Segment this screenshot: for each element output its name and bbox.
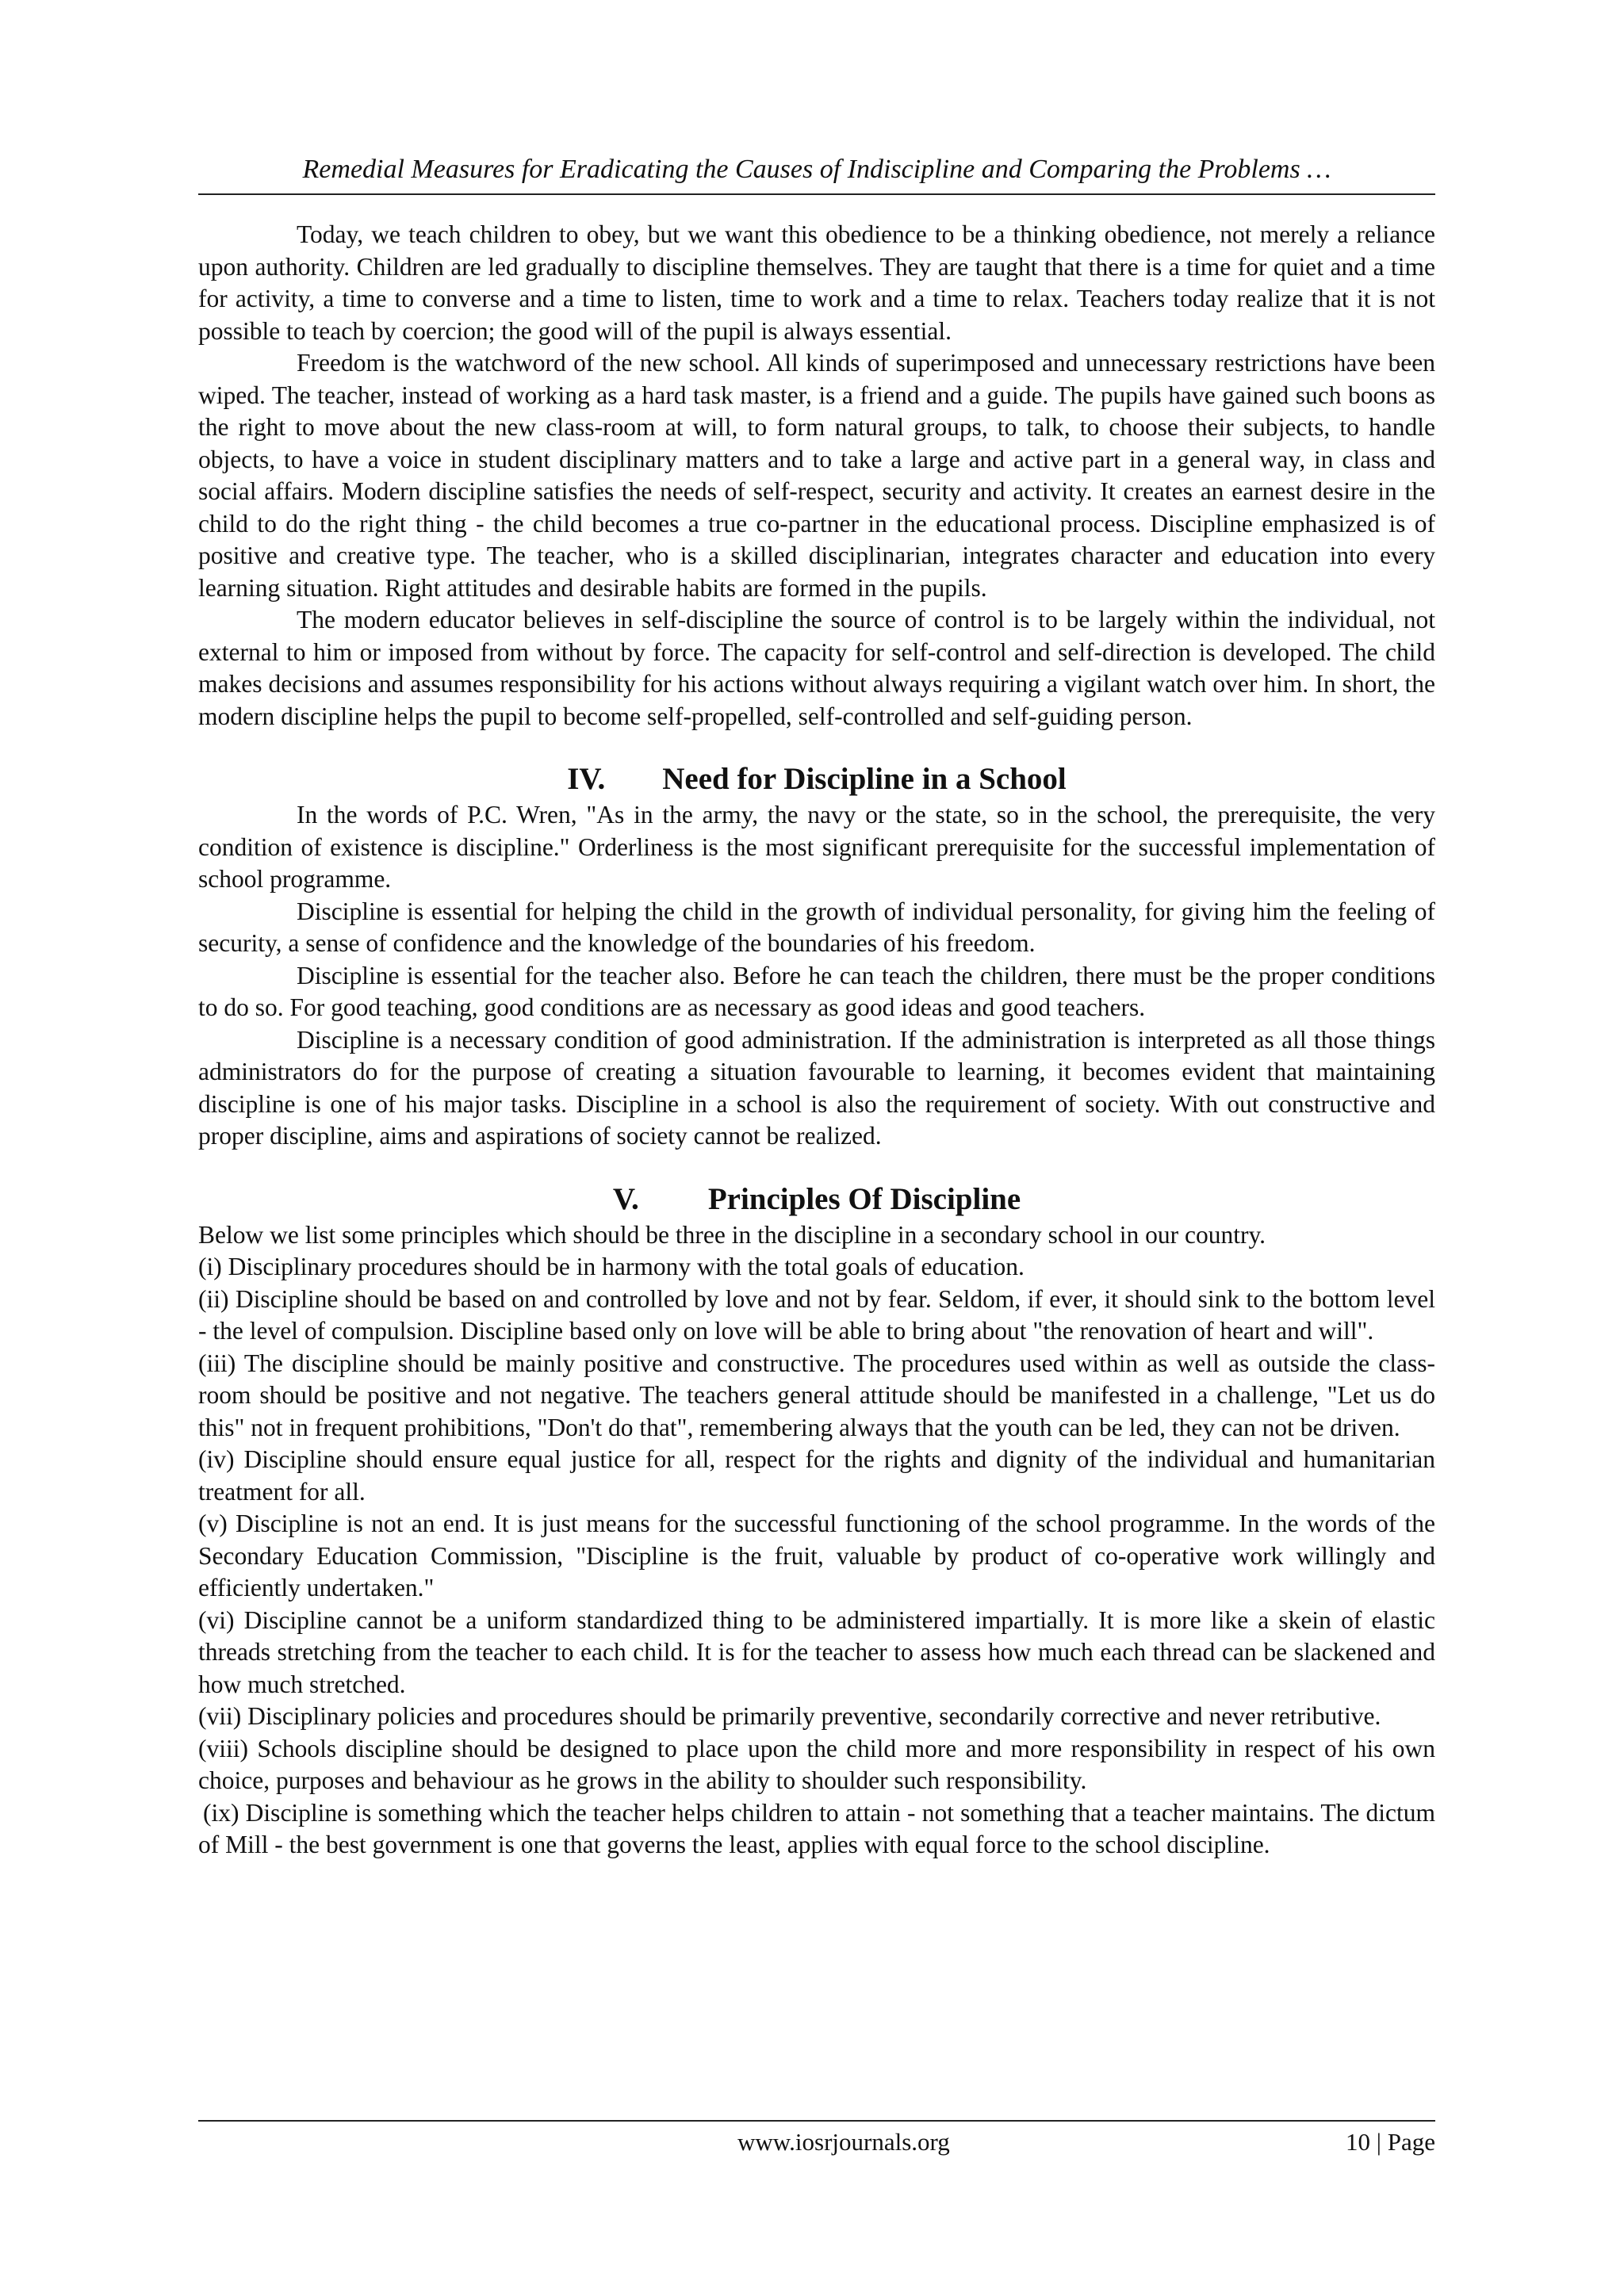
principle-item: (i) Disciplinary procedures should be in harmony with the total goals of education. bbox=[198, 1253, 1025, 1280]
section-iv-title: Need for Discipline in a School bbox=[662, 762, 1067, 796]
section-v-title: Principles Of Discipline bbox=[707, 1181, 1021, 1216]
principle-item: (ix) Discipline is something which the teacher helps children to attain - not something that a teacher maintains. The dictum of Mill - the best government is one that governs the least, applies with equal force to the school discipline. bbox=[198, 1798, 1435, 1858]
principle-item: (v) Discipline is not an end. It is just means for the successful functioning of the school programme. In the words of the Secondary Education Commission, "Discipline is the fruit, valuable by product of co-operative work willingly and efficiently undertaken." bbox=[198, 1510, 1435, 1601]
page-number: 10 | Page bbox=[1346, 2128, 1435, 2156]
header-divider bbox=[198, 193, 1435, 195]
footer-divider bbox=[198, 2120, 1435, 2122]
running-header: Remedial Measures for Eradicating the Causes of Indiscipline and Comparing the Problems … bbox=[302, 155, 1331, 184]
principle-item: (vi) Discipline cannot be a uniform standardized thing to be administered impartially. It is more like a skein of elastic threads stretching from the teacher to each child. It is for the teacher to assess how much each thread can be slackened and how much stretched. bbox=[198, 1605, 1435, 1698]
intro-paragraph-1: Today, we teach children to obey, but we want this obedience to be a thinking obedience, not merely a reliance upon authority. Children are led gradually to discipline themselves. They are taught that there is a time for quiet and a time for activity, a time to converse and a time to listen, time to work and a time to relax. Teachers today realize that it is not possible to teach by coercion; the good will of the pupil is always essential. bbox=[198, 220, 1435, 345]
section-v-number: V. bbox=[612, 1181, 639, 1216]
principle-item: (ii) Discipline should be based on and controlled by love and not by fear. Seldom, if ever, it should sink to the bottom level - the level of compulsion. Discipline based only on love will be able to bring about "the renovation of heart and will". bbox=[198, 1284, 1435, 1345]
body-content bbox=[198, 219, 1435, 1862]
section-iv-paragraph-4: Discipline is a necessary condition of good administration. If the administration is interpreted as all those things administrators do for the purpose of creating a situation favourable to learning, it becomes evident that maintaining discipline is one of his major tasks. Discipline in a school is also the requirement of society. With out constructive and proper discipline, aims and aspirations of society cannot be realized. bbox=[198, 1025, 1435, 1150]
section-iv-paragraph-3: Discipline is essential for the teacher also. Before he can teach the children, there must be the proper conditions to do so. For good teaching, good conditions are as necessary as good ideas and good teachers. bbox=[198, 961, 1435, 1021]
section-iv-paragraph-1: In the words of P.C. Wren, "As in the army, the navy or the state, so in the school, the prerequisite, the very condition of existence is discipline." Orderliness is the most significant prerequisite for the successful implementation of school programme. bbox=[198, 801, 1435, 893]
section-v-intro: Below we list some principles which should be three in the discipline in a secondary school in our country. bbox=[198, 1220, 1266, 1249]
section-v-heading bbox=[198, 1180, 1435, 1219]
principle-item: (viii) Schools discipline should be designed to place upon the child more and more responsibility in respect of his own choice, purposes and behaviour as he grows in the ability to shoulder such responsibility. bbox=[198, 1734, 1435, 1794]
principle-item: (iii) The discipline should be mainly positive and constructive. The procedures used within as well as outside the class-room should be positive and not negative. The teachers general attitude should be manifested in a challenge, "Let us do this" not in frequent prohibitions, "Don't do that", remembering always that the youth can be led, they can not be driven. bbox=[198, 1349, 1435, 1441]
footer-url: www.iosrjournals.org bbox=[737, 2128, 950, 2156]
intro-paragraph-2: Freedom is the watchword of the new school. All kinds of superimposed and unnecessary restrictions have been wiped. The teacher, instead of working as a hard task master, is a friend and a guide. The pupils have gained such boons as the right to move about the new class-room at will, to form natural groups, to talk, to choose their subjects, to handle objects, to have a voice in student disciplinary matters and to take a large and active part in a general way, in class and social affairs. Modern discipline satisfies the needs of self-respect, security and activity. It creates an earnest desire in the child to do the right thing - the child becomes a true co-partner in the educational process. Discipline emphasized is of positive and creative type. The teacher, who is a skilled disciplinarian, integrates character and education into every learning situation. Right attitudes and desirable habits are formed in the pupils. bbox=[198, 349, 1435, 602]
principle-item: (iv) Discipline should ensure equal justice for all, respect for the rights and dignity of the individual and humanitarian treatment for all. bbox=[198, 1445, 1435, 1506]
intro-paragraph-3: The modern educator believes in self-discipline the source of control is to be largely within the individual, not external to him or imposed from without by force. The capacity for self-control and self-direction is developed. The child makes decisions and assumes responsibility for his actions without always requiring a vigilant watch over him. In short, the modern discipline helps the pupil to become self-propelled, self-controlled and self-guiding person. bbox=[198, 606, 1435, 730]
section-iv-paragraph-2: Discipline is essential for helping the child in the growth of individual personality, for giving him the feeling of security, a sense of confidence and the knowledge of the boundaries of his freedom. bbox=[198, 897, 1435, 957]
principle-item: (vii) Disciplinary policies and procedures should be primarily preventive, secondarily corrective and never retributive. bbox=[198, 1702, 1381, 1730]
section-iv-number: IV. bbox=[567, 762, 606, 796]
section-iv-heading bbox=[198, 760, 1435, 799]
